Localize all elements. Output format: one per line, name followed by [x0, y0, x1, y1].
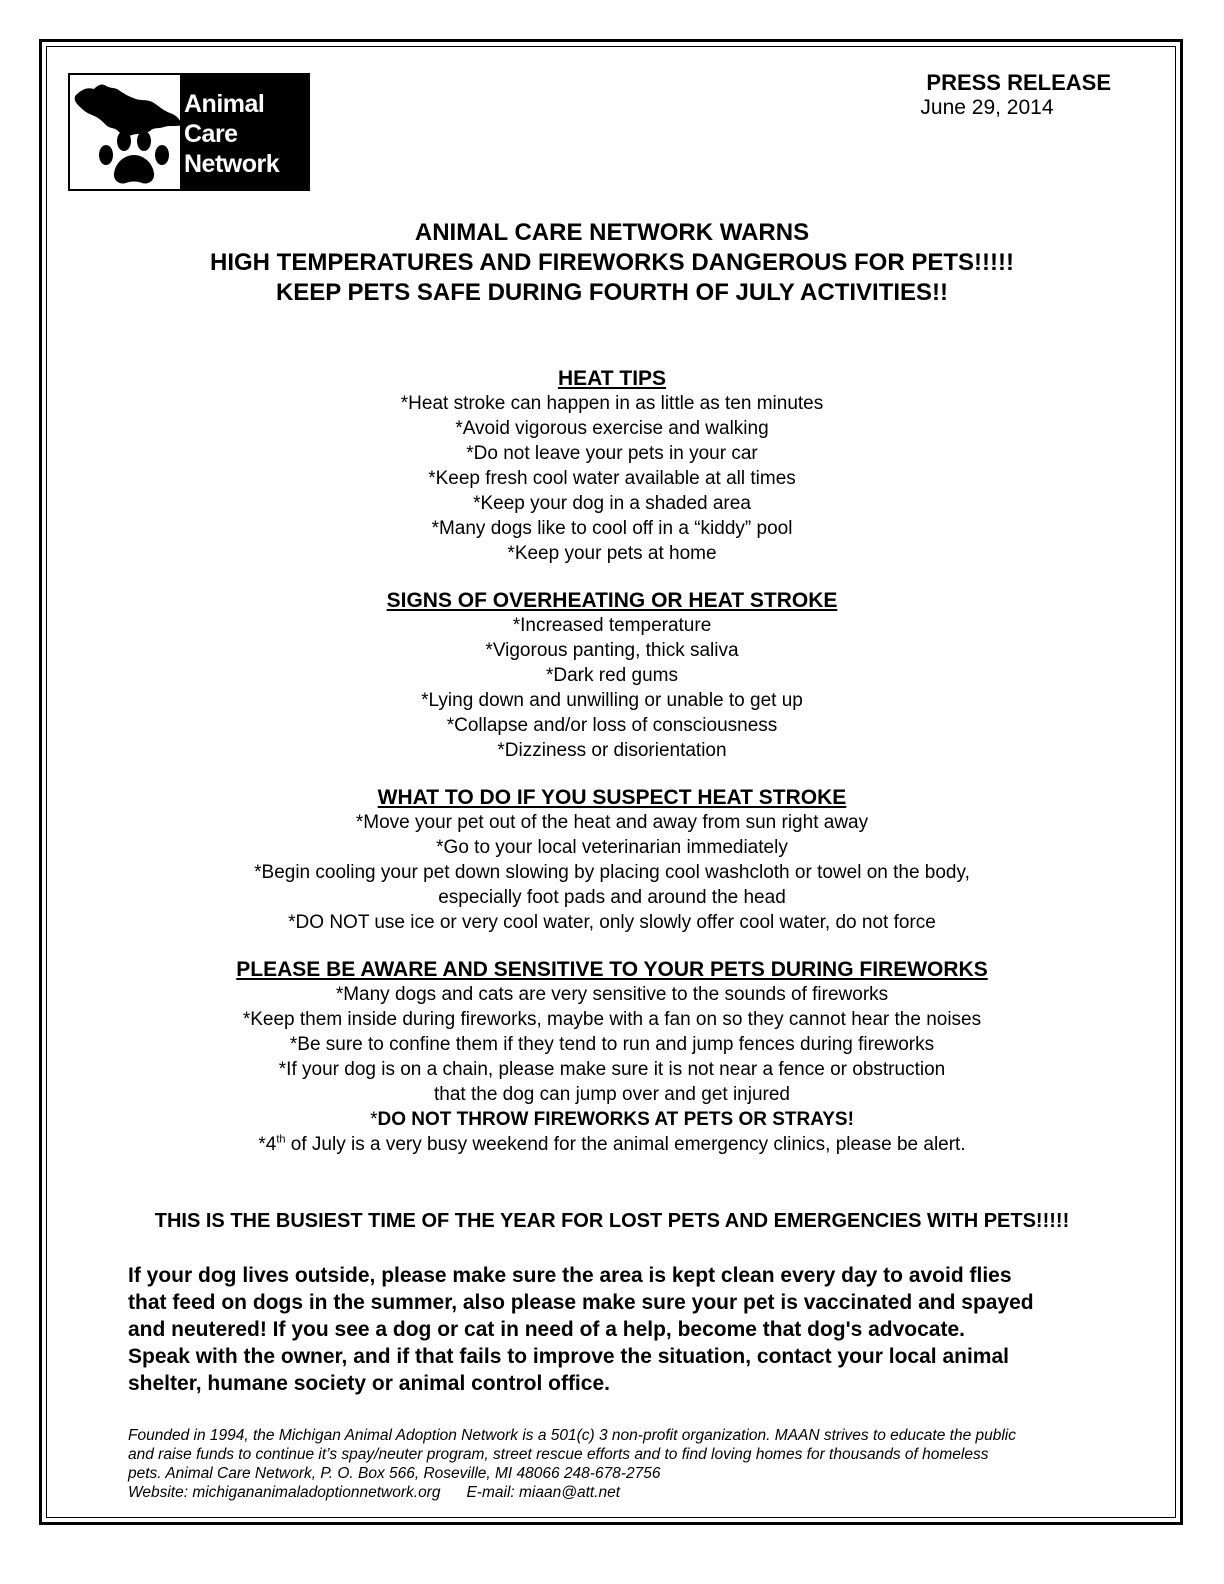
- list-item: *Avoid vigorous exercise and walking: [455, 418, 769, 439]
- list-item: *Heat stroke can happen in as little as ten minutes: [400, 393, 824, 414]
- advice-line: and neutered! If you see a dog or cat in need of a help, become that dog's advocate.: [128, 1318, 965, 1341]
- section-heat-tips: [0, 366, 1224, 566]
- headline: [0, 218, 1224, 308]
- list-item: *Be sure to confine them if they tend to run and jump fences during fireworks: [289, 1034, 935, 1055]
- busy-rest: of July is a very busy weekend for the animal emergency clinics, please be alert.: [285, 1134, 966, 1155]
- list-item: *Increased temperature: [512, 615, 712, 636]
- list-item: *Lying down and unwilling or unable to get up: [421, 690, 803, 711]
- content: [0, 366, 1224, 1179]
- list-item: *Collapse and/or loss of consciousness: [446, 715, 778, 736]
- section-what-to-do: [0, 785, 1224, 935]
- section-title: PLEASE BE AWARE AND SENSITIVE TO YOUR PETS DURING FIREWORKS: [236, 958, 988, 981]
- list-item: *Do not leave your pets in your car: [466, 443, 758, 464]
- fireworks-warning: [0, 1107, 1224, 1132]
- section-signs: [0, 588, 1224, 763]
- list-item: *Move your pet out of the heat and away from sun right away: [355, 812, 869, 833]
- section-title: WHAT TO DO IF YOU SUSPECT HEAT STROKE: [377, 786, 847, 809]
- advice-line: If your dog lives outside, please make sure the area is kept clean every day to avoid flies: [128, 1264, 1012, 1287]
- logo-line: Network: [184, 150, 280, 178]
- list-item: *Many dogs like to cool off in a “kiddy” pool: [431, 518, 793, 539]
- list-item: *Keep your pets at home: [507, 543, 717, 564]
- headline-line: HIGH TEMPERATURES AND FIREWORKS DANGEROUS FOR PETS!!!!!: [210, 249, 1014, 276]
- footer-line: pets. Animal Care Network, P. O. Box 566, Roseville, MI 48066 248-678-2756: [128, 1465, 661, 1482]
- animal-care-network-logo: [68, 73, 310, 191]
- busiest-time-notice: THIS IS THE BUSIEST TIME OF THE YEAR FOR LOST PETS AND EMERGENCIES WITH PETS!!!!!: [154, 1210, 1070, 1232]
- footer-line: Founded in 1994, the Michigan Animal Adoption Network is a 501(c) 3 non-profit organization. MAAN strives to educate the public: [128, 1427, 1017, 1444]
- press-release-header: [920, 71, 1111, 121]
- list-item: *Begin cooling your pet down slowing by placing cool washcloth or towel on the body,: [254, 862, 970, 883]
- section-title: SIGNS OF OVERHEATING OR HEAT STROKE: [386, 589, 838, 612]
- busy-weekend-note: [0, 1132, 1224, 1157]
- footer-contact: [128, 1483, 1168, 1502]
- press-release-label: PRESS RELEASE: [926, 70, 1111, 95]
- headline-line: ANIMAL CARE NETWORK WARNS: [414, 219, 810, 246]
- advice-line: Speak with the owner, and if that fails to improve the situation, contact your local animal: [128, 1345, 1009, 1368]
- footer-website: Website: michigananimaladoptionnetwork.org: [128, 1484, 441, 1501]
- headline-line: KEEP PETS SAFE DURING FOURTH OF JULY ACTIVITIES!!: [275, 279, 949, 306]
- warning-text: DO NOT THROW FIREWORKS AT PETS OR STRAYS!: [377, 1109, 854, 1130]
- advice-line: that feed on dogs in the summer, also please make sure your pet is vaccinated and spayed: [128, 1291, 1034, 1314]
- list-item: that the dog can jump over and get injured: [434, 1084, 790, 1105]
- advice-paragraph: [128, 1262, 1168, 1397]
- list-item: *Keep fresh cool water available at all times: [428, 468, 796, 489]
- logo-line: Animal: [184, 90, 265, 118]
- footer: [128, 1426, 1168, 1502]
- list-item: *Dark red gums: [546, 665, 678, 686]
- section-fireworks: [0, 957, 1224, 1157]
- list-item: *Go to your local veterinarian immediately: [436, 837, 788, 858]
- logo-text: [184, 89, 279, 179]
- warning-star: *: [370, 1109, 378, 1130]
- list-item: *If your dog is on a chain, please make sure it is not near a fence or obstruction: [278, 1059, 946, 1080]
- logo-line: Care: [184, 120, 238, 148]
- list-item: *Vigorous panting, thick saliva: [485, 640, 739, 661]
- advice-line: shelter, humane society or animal control office.: [128, 1372, 610, 1395]
- list-item: *Many dogs and cats are very sensitive to the sounds of fireworks: [335, 984, 889, 1005]
- press-release-date: June 29, 2014: [920, 96, 1054, 119]
- footer-line: and raise funds to continue it’s spay/neuter program, street rescue efforts and to find loving homes for thousands of homeless: [128, 1446, 989, 1463]
- list-item: *Keep them inside during fireworks, maybe with a fan on so they cannot hear the noises: [242, 1009, 982, 1030]
- list-item: *Keep your dog in a shaded area: [473, 493, 751, 514]
- michigan-paw-icon: [72, 77, 184, 187]
- busy-superscript: th: [276, 1133, 286, 1146]
- busy-prefix: *4: [258, 1134, 277, 1155]
- list-item: *DO NOT use ice or very cool water, only slowly offer cool water, do not force: [288, 912, 936, 933]
- section-title: HEAT TIPS: [557, 367, 667, 390]
- footer-email: E-mail: miaan@att.net: [466, 1484, 621, 1501]
- list-item: *Dizziness or disorientation: [497, 740, 727, 761]
- list-item: especially foot pads and around the head: [438, 887, 786, 908]
